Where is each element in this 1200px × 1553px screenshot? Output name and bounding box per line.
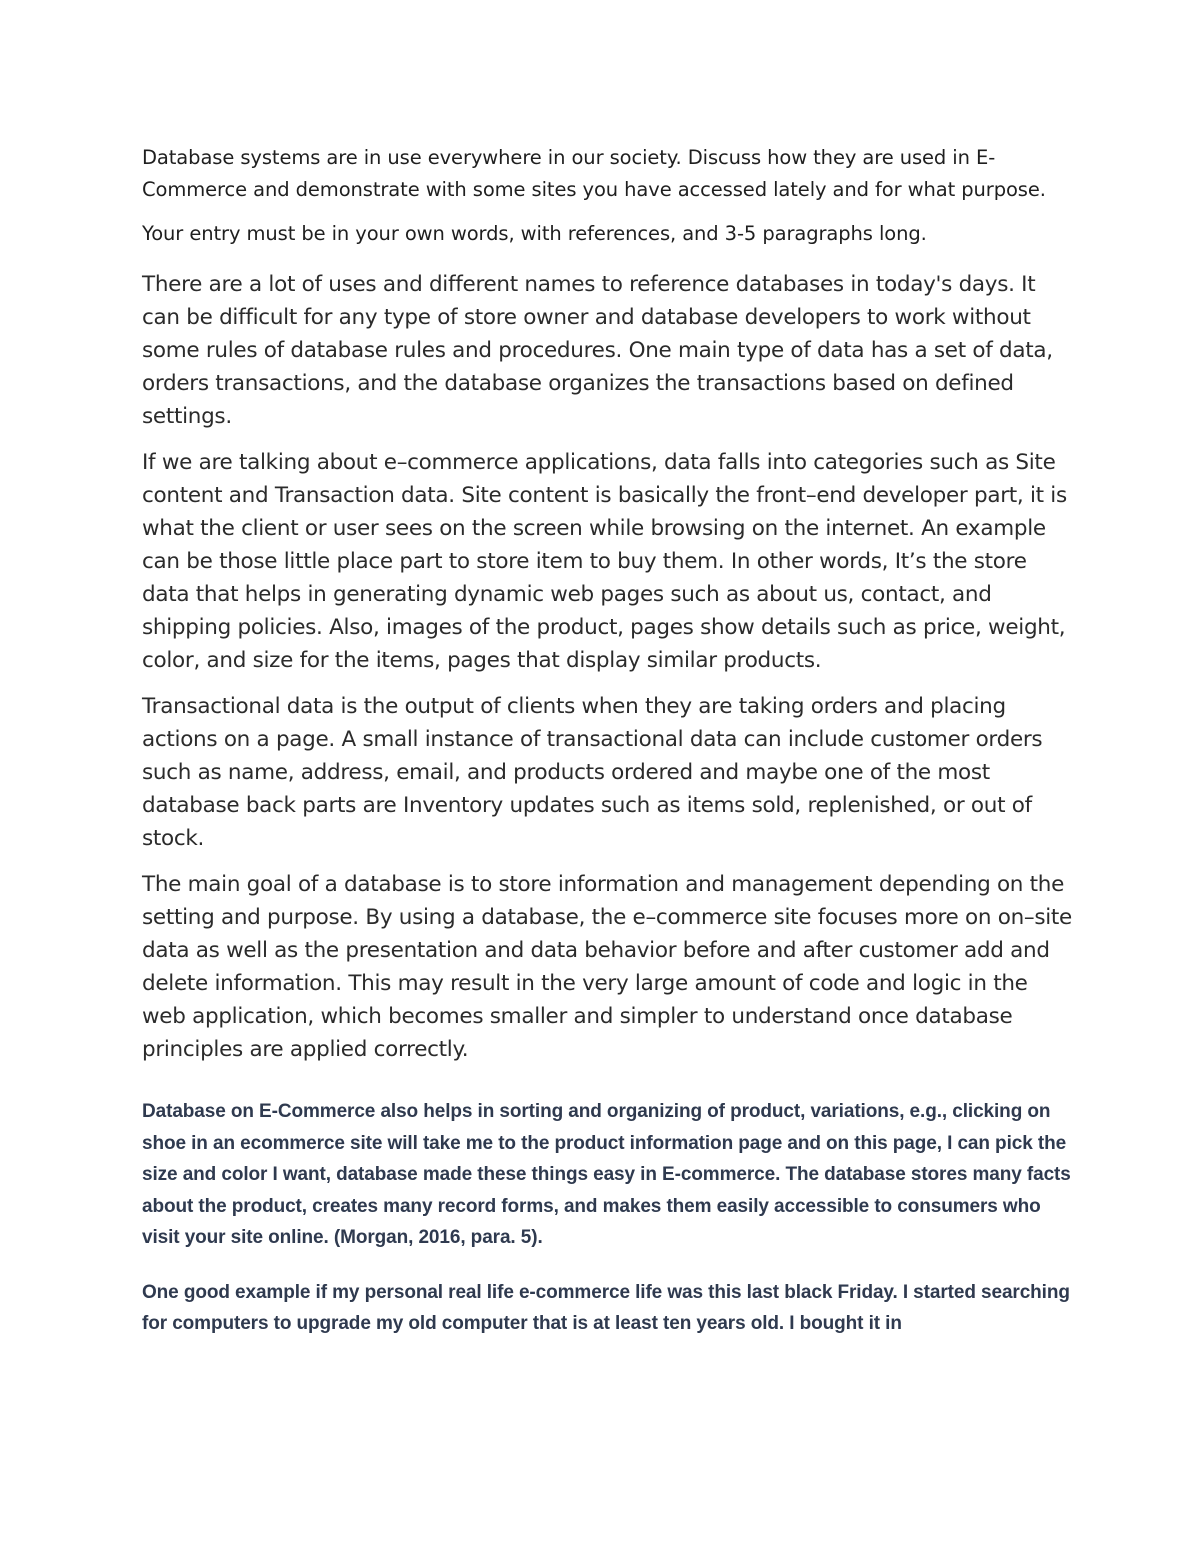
prompt-instructions: Your entry must be in your own words, with references, and 3-5 paragraphs long.: [142, 222, 927, 245]
bold-paragraph: One good example if my personal real life e-commerce life was this last black Friday. I started searching for computers to upgrade my old computer that is at least ten years old. I bought it in: [142, 1281, 1070, 1334]
answer-paragraph: Transactional data is the output of clients when they are taking orders and placing actions on a page. A small instance of transactional data can include customer orders such as name, address, email, and products ordered and maybe one of the most database back parts are Inventory updates such as items sold, replenished, or out of stock.: [142, 694, 1043, 851]
bold-paragraph: Database on E-Commerce also helps in sorting and organizing of product, variations, e.g., clicking on shoe in an ecommerce site will take me to the product information page and on this page, I can pick the size and color I want, database made these things easy in E-commerce. The database stores many facts about the product, creates many record forms, and makes them easily accessible to consumers who visit your site online. (Morgan, 2016, para. 5).: [142, 1101, 1071, 1248]
answer-paragraph: There are a lot of uses and different names to reference databases in today's days. It can be difficult for any type of store owner and database developers to work without some rules of database rules and procedures. One main type of data has a set of data, orders transactions, and the database organizes the transactions based on defined settings.: [142, 272, 1053, 429]
prompt-question: Database systems are in use everywhere in our society. Discuss how they are used in E-Commerce and demonstrate with some sites you have accessed lately and for what purpose.: [142, 146, 1046, 201]
answer-paragraph: The main goal of a database is to store information and management depending on the setting and purpose. By using a database, the e–commerce site focuses more on on–site data as well as the presentation and data behavior before and after customer add and delete information. This may result in the very large amount of code and logic in the web application, which becomes smaller and simpler to understand once database principles are applied correctly.: [142, 872, 1072, 1062]
answer-body: [142, 268, 1072, 1066]
discussion-prompt: [142, 142, 1072, 250]
document-content: [142, 142, 1072, 1363]
bold-answer-body: [142, 1096, 1072, 1340]
answer-paragraph: If we are talking about e–commerce applications, data falls into categories such as Site content and Transaction data. Site content is basically the front–end developer part, it is what the client or user sees on the screen while browsing on the internet. An example can be those little place part to store item to buy them. In other words, It’s the store data that helps in generating dynamic web pages such as about us, contact, and shipping policies. Also, images of the product, pages show details such as price, weight, color, and size for the items, pages that display similar products.: [142, 450, 1067, 673]
